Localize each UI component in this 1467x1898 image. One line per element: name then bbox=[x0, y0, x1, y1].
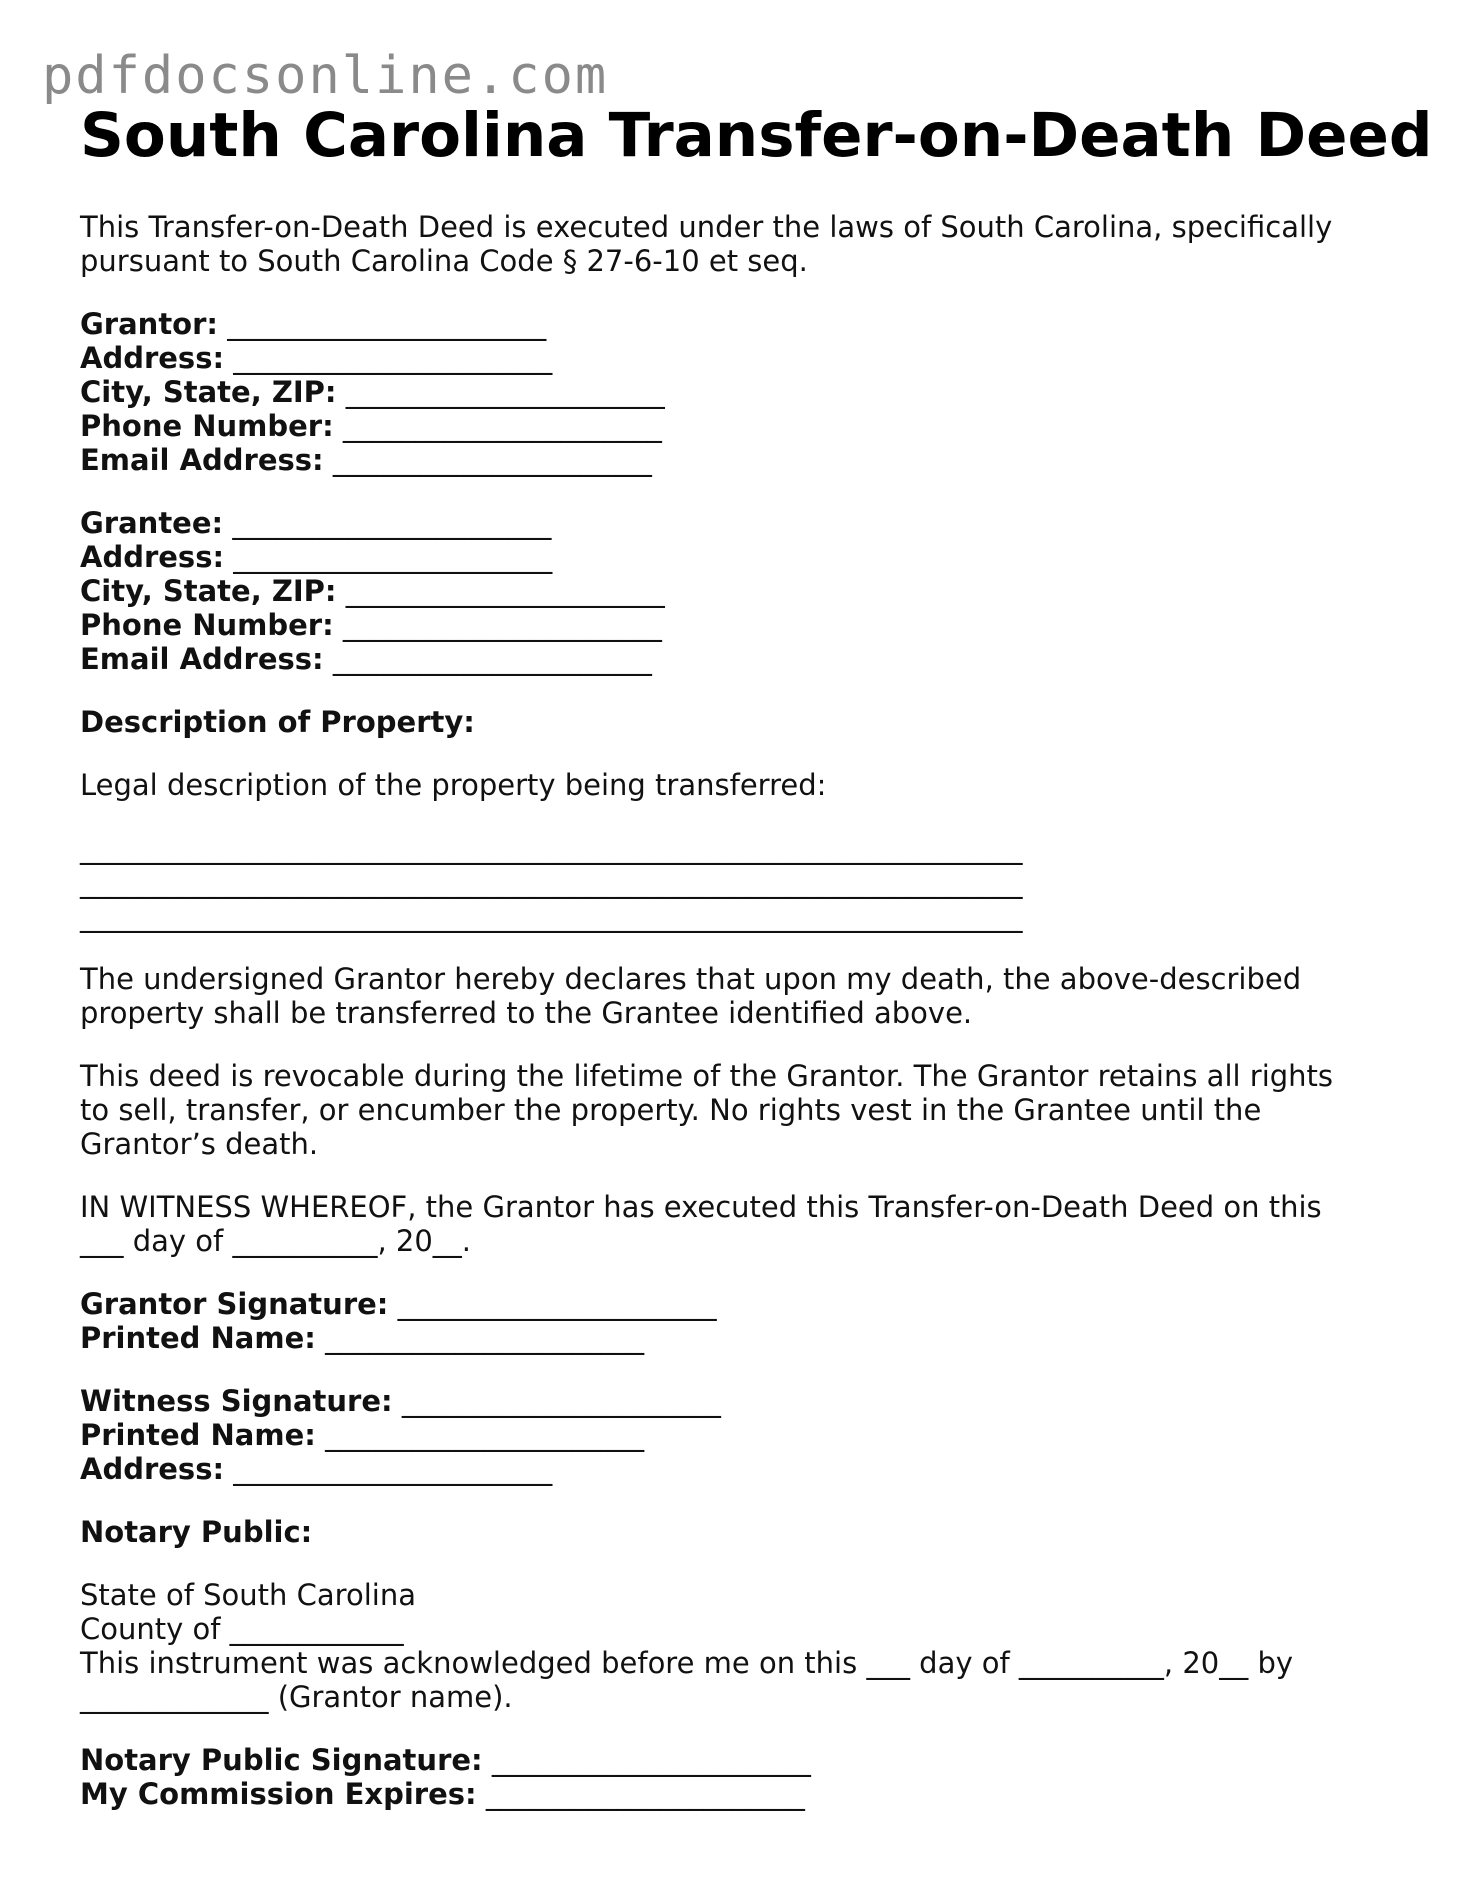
witness-signature-field[interactable] bbox=[80, 1384, 1390, 1418]
witness-printed-name-label: Printed Name: bbox=[80, 1418, 316, 1452]
notary-county-line[interactable]: County of ____________ bbox=[80, 1612, 404, 1646]
grantor-signature-field[interactable] bbox=[80, 1287, 1390, 1321]
witness-address-blank[interactable]: ______________________ bbox=[233, 1452, 553, 1486]
legal-description-line-2[interactable]: _________________________________________________________________ bbox=[80, 865, 1023, 899]
grantor-address-label: Address: bbox=[80, 341, 225, 375]
witness-address-label: Address: bbox=[80, 1452, 225, 1486]
witness-signature-blank[interactable]: ______________________ bbox=[401, 1384, 721, 1418]
grantee-phone-blank[interactable]: ______________________ bbox=[342, 608, 662, 642]
grantee-email-blank[interactable]: ______________________ bbox=[332, 642, 652, 676]
notary-state-line: State of South Carolina bbox=[80, 1578, 416, 1612]
notary-commission-field[interactable] bbox=[80, 1777, 1390, 1811]
grantor-name-blank[interactable]: ______________________ bbox=[227, 307, 547, 341]
grantee-address-blank[interactable]: ______________________ bbox=[233, 540, 553, 574]
witness-clause: IN WITNESS WHEREOF, the Grantor has executed this Transfer-on-Death Deed on this ___ day of __________, 20__. bbox=[80, 1190, 1322, 1258]
document-body bbox=[80, 210, 1390, 1811]
witness-address-field[interactable] bbox=[80, 1452, 1390, 1486]
grantee-name-label: Grantee: bbox=[80, 506, 224, 540]
grantor-printed-name-field[interactable] bbox=[80, 1321, 1390, 1355]
grantor-phone-blank[interactable]: ______________________ bbox=[342, 409, 662, 443]
document-title: South Carolina Transfer-on-Death Deed bbox=[80, 100, 1433, 171]
grantor-phone-field[interactable] bbox=[80, 409, 1390, 443]
grantor-name-field[interactable] bbox=[80, 307, 1390, 341]
notary-signature-block bbox=[80, 1743, 1390, 1811]
declaration-paragraph: The undersigned Grantor hereby declares that upon my death, the above-described property shall be transferred to the Grantee identified above. bbox=[80, 962, 1302, 1030]
grantee-city-label: City, State, ZIP: bbox=[80, 574, 337, 608]
grantee-city-blank[interactable]: ______________________ bbox=[345, 574, 665, 608]
grantor-name-label: Grantor: bbox=[80, 307, 219, 341]
grantor-city-label: City, State, ZIP: bbox=[80, 375, 337, 409]
grantor-email-field[interactable] bbox=[80, 443, 1390, 477]
grantee-name-blank[interactable]: ______________________ bbox=[232, 506, 552, 540]
legal-description-label: Legal description of the property being transferred: bbox=[80, 768, 827, 802]
legal-description-line-3[interactable]: _________________________________________________________________ bbox=[80, 899, 1023, 933]
notary-ack-line-1[interactable]: This instrument was acknowledged before me on this ___ day of __________, 20__ by bbox=[80, 1646, 1294, 1680]
grantee-email-label: Email Address: bbox=[80, 642, 324, 676]
grantee-email-field[interactable] bbox=[80, 642, 1390, 676]
notary-acknowledgment bbox=[80, 1578, 1390, 1714]
notary-signature-blank[interactable]: ______________________ bbox=[491, 1743, 811, 1777]
grantor-phone-label: Phone Number: bbox=[80, 409, 334, 443]
grantor-section bbox=[80, 307, 1390, 477]
witness-signature-label: Witness Signature: bbox=[80, 1384, 393, 1418]
legal-description-line-1[interactable]: _________________________________________________________________ bbox=[80, 831, 1023, 865]
grantee-section bbox=[80, 506, 1390, 676]
revocable-paragraph: This deed is revocable during the lifetime of the Grantor. The Grantor retains all rights to sell, transfer, or encumber the property. No rights vest in the Grantee until the Grantor’s death. bbox=[80, 1059, 1334, 1161]
grantor-signature-block bbox=[80, 1287, 1390, 1355]
grantee-address-label: Address: bbox=[80, 540, 225, 574]
intro-paragraph: This Transfer-on-Death Deed is executed under the laws of South Carolina, specifically pursuant to South Carolina Code § 27-6-10 et seq. bbox=[80, 210, 1333, 278]
witness-signature-block bbox=[80, 1384, 1390, 1486]
grantor-city-field[interactable] bbox=[80, 375, 1390, 409]
grantor-printed-name-blank[interactable]: ______________________ bbox=[325, 1321, 645, 1355]
watermark: pdfdocsonline.com bbox=[42, 46, 609, 106]
grantee-phone-field[interactable] bbox=[80, 608, 1390, 642]
notary-heading: Notary Public: bbox=[80, 1515, 313, 1549]
grantor-signature-label: Grantor Signature: bbox=[80, 1287, 389, 1321]
grantee-name-field[interactable] bbox=[80, 506, 1390, 540]
notary-commission-blank[interactable]: ______________________ bbox=[485, 1777, 805, 1811]
grantor-city-blank[interactable]: ______________________ bbox=[345, 375, 665, 409]
grantee-address-field[interactable] bbox=[80, 540, 1390, 574]
notary-commission-label: My Commission Expires: bbox=[80, 1777, 477, 1811]
grantor-signature-blank[interactable]: ______________________ bbox=[397, 1287, 717, 1321]
witness-printed-name-field[interactable] bbox=[80, 1418, 1390, 1452]
grantee-phone-label: Phone Number: bbox=[80, 608, 334, 642]
witness-printed-name-blank[interactable]: ______________________ bbox=[325, 1418, 645, 1452]
notary-signature-label: Notary Public Signature: bbox=[80, 1743, 483, 1777]
legal-description-lines[interactable] bbox=[80, 831, 1390, 933]
grantor-address-blank[interactable]: ______________________ bbox=[233, 341, 553, 375]
grantor-email-blank[interactable]: ______________________ bbox=[332, 443, 652, 477]
grantee-city-field[interactable] bbox=[80, 574, 1390, 608]
grantor-printed-name-label: Printed Name: bbox=[80, 1321, 316, 1355]
grantor-address-field[interactable] bbox=[80, 341, 1390, 375]
property-heading: Description of Property: bbox=[80, 705, 475, 739]
grantor-email-label: Email Address: bbox=[80, 443, 324, 477]
notary-signature-field[interactable] bbox=[80, 1743, 1390, 1777]
notary-ack-line-2[interactable]: _____________ (Grantor name). bbox=[80, 1680, 513, 1714]
